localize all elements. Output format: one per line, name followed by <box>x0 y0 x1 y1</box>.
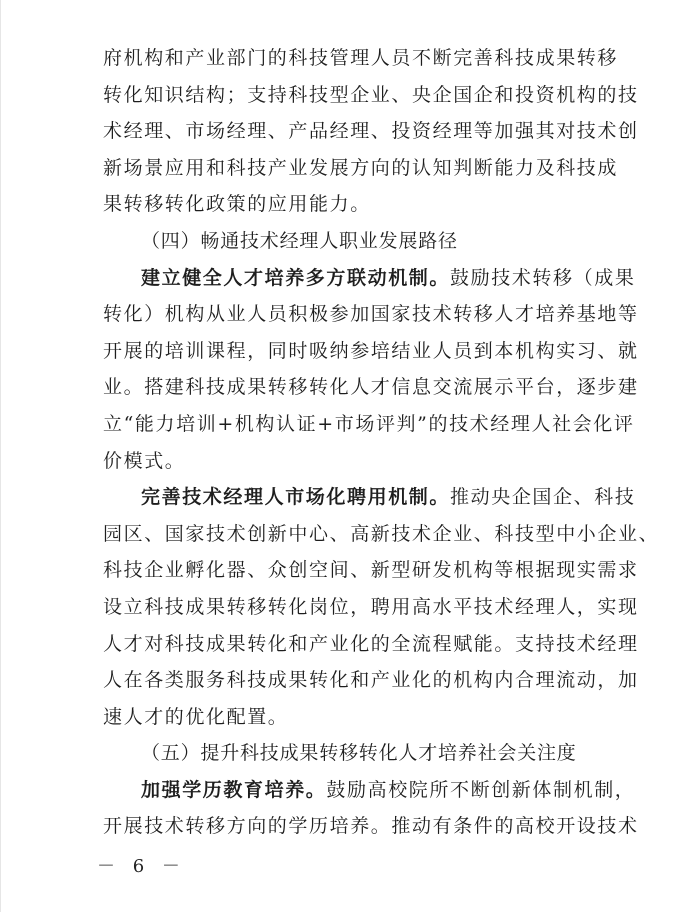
paragraph-line: 转化知识结构；支持科技型企业、央企国企和投资机构的技 <box>103 83 639 106</box>
section-heading-4: （四）畅通技术经理人职业发展路径 <box>141 229 458 252</box>
line-continuation: 推动央企国企、科技 <box>450 486 636 509</box>
line-continuation: 鼓励技术转移（成果 <box>450 266 636 289</box>
paragraph-line: 人在各类服务科技成果转化和产业化的机构内合理流动，加 <box>103 669 639 692</box>
section-heading-5: （五）提升科技成果转移转化人才培养社会关注度 <box>141 742 577 765</box>
line-continuation: 鼓励高校院所不断创新体制机制， <box>326 778 636 801</box>
paragraph-line: 科技企业孵化器、众创空间、新型研发机构等根据现实需求 <box>103 559 639 582</box>
body-text <box>103 40 660 845</box>
paragraph-line <box>103 479 636 516</box>
paragraph-line: 园区、国家技术创新中心、高新技术企业、科技型中小企业、 <box>103 522 660 545</box>
paragraph-line: 开展的培训课程，同时吸纳参培结业人员到本机构实习、就 <box>103 339 639 362</box>
bold-lead-phrase: 加强学历教育培养。 <box>141 778 327 801</box>
paragraph-line: 府机构和产业部门的科技管理人员不断完善科技成果转移 <box>103 47 619 69</box>
bold-lead-phrase: 建立健全人才培养多方联动机制。 <box>141 266 451 289</box>
paragraph-line: 设立科技成果转移转化岗位，聘用高水平技术经理人，实现 <box>103 595 639 618</box>
paragraph-line: 转化）机构从业人员积极参加国家技术转移人才培养基地等 <box>103 303 639 326</box>
paragraph-line: 果转移转化政策的应用能力。 <box>103 193 371 216</box>
page-number: － 6 － <box>97 856 186 877</box>
paragraph-line: 速人才的优化配置。 <box>103 705 289 728</box>
paragraph-line: 开展技术转移方向的学历培养。推动有条件的高校开设技术 <box>103 815 639 838</box>
paragraph-line: 术经理、市场经理、产品经理、投资经理等加强其对技术创 <box>103 120 639 143</box>
paragraph-line: 业。搭建科技成果转移转化人才信息交流展示平台，逐步建 <box>103 376 639 399</box>
paragraph-line: 价模式。 <box>103 449 186 472</box>
paragraph-line <box>103 772 636 809</box>
paragraph-line: 人才对科技成果转化和产业化的全流程赋能。支持技术经理 <box>103 632 639 655</box>
paragraph-line <box>103 260 636 297</box>
paragraph-line: 新场景应用和科技产业发展方向的认知判断能力及科技成 <box>103 156 619 179</box>
paragraph-line: 立“能力培训+机构认证+市场评判”的技术经理人社会化评 <box>103 412 635 435</box>
bold-lead-phrase: 完善技术经理人市场化聘用机制。 <box>141 486 451 509</box>
